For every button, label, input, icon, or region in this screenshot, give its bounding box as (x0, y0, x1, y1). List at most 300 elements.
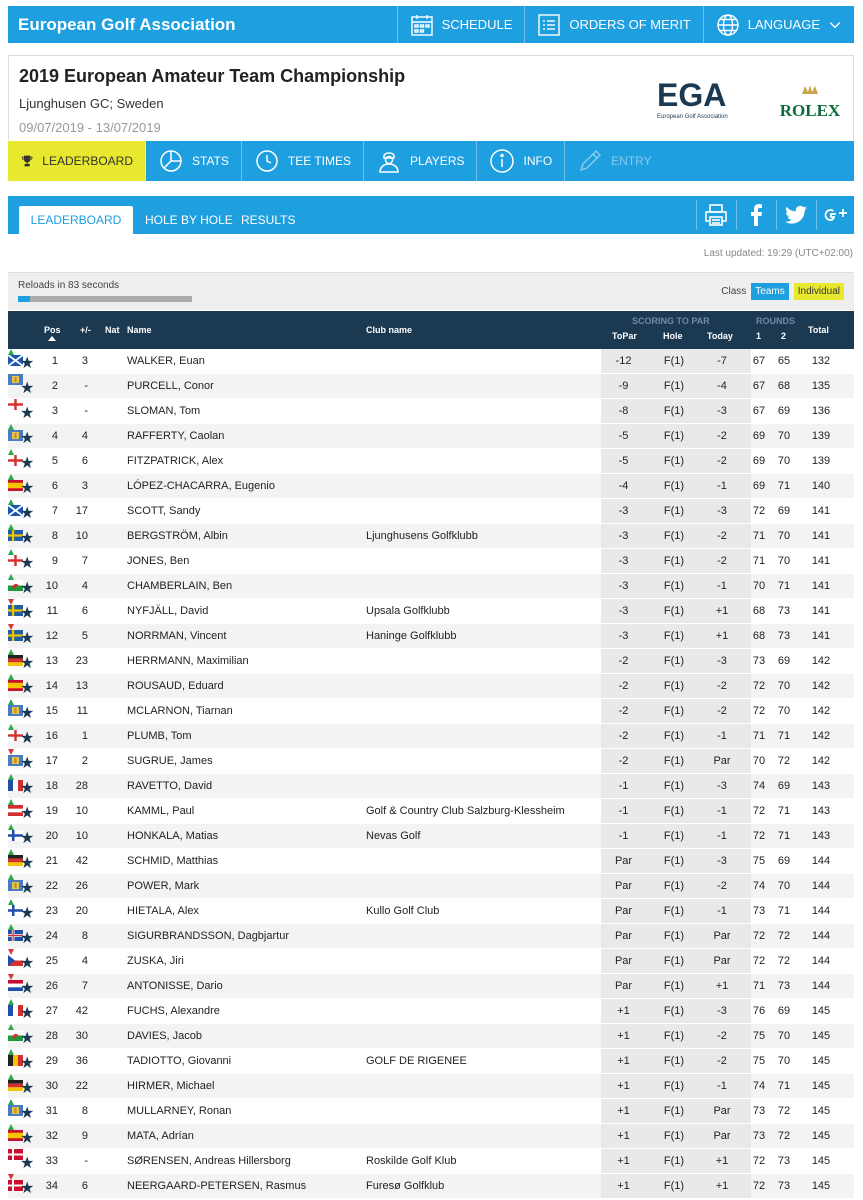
row-total: 144 (811, 880, 831, 892)
row-round1: 72 (752, 955, 766, 967)
favorite-star-icon[interactable]: ★ (20, 480, 35, 497)
row-total: 142 (811, 755, 831, 767)
nav-language[interactable] (703, 6, 854, 43)
row-today: -1 (717, 805, 727, 817)
row-player-name[interactable]: ZUSKA, Jiri (127, 955, 184, 967)
twitter-icon (784, 203, 808, 227)
row-hole: F(1) (663, 1080, 685, 1092)
row-player-name[interactable]: HERRMANN, Maximilian (127, 655, 249, 667)
favorite-star-icon[interactable]: ★ (20, 405, 35, 422)
favorite-star-icon[interactable]: ★ (20, 530, 35, 547)
row-total: 145 (811, 1105, 831, 1117)
row-today: -2 (717, 455, 727, 467)
row-hole: F(1) (663, 805, 685, 817)
favorite-star-icon[interactable]: ★ (20, 1180, 35, 1197)
calendar-icon (410, 13, 434, 37)
tab-entry-label: ENTRY (611, 154, 652, 168)
row-topar: -9 (618, 380, 629, 392)
row-hole: F(1) (663, 1155, 685, 1167)
top-nav (397, 6, 854, 43)
table-row[interactable] (8, 424, 854, 449)
favorite-star-icon[interactable]: ★ (20, 630, 35, 647)
row-player-name[interactable]: KAMML, Paul (127, 805, 195, 817)
favorite-star-icon[interactable]: ★ (20, 1105, 35, 1122)
row-today: Par (713, 930, 731, 942)
row-club: Golf & Country Club Salzburg-Klessheim (366, 805, 565, 817)
row-round2: 70 (777, 530, 791, 542)
row-round1: 75 (752, 1055, 766, 1067)
sub-tabs (8, 196, 854, 234)
row-player-name[interactable]: NYFJÄLL, David (127, 605, 209, 617)
tab-stats[interactable] (146, 141, 242, 181)
row-hole: F(1) (663, 980, 685, 992)
favorite-star-icon[interactable]: ★ (20, 1005, 35, 1022)
site-brand[interactable]: European Golf Association (18, 14, 236, 34)
row-hole: F(1) (663, 1030, 685, 1042)
row-round1: 70 (752, 580, 766, 592)
row-round1: 69 (752, 480, 766, 492)
row-round2: 69 (777, 655, 791, 667)
row-move: 4 (81, 955, 88, 967)
favorite-star-icon[interactable]: ★ (20, 555, 35, 572)
row-total: 139 (811, 455, 831, 467)
row-move: 42 (75, 1005, 88, 1017)
twitter-share-button[interactable] (776, 200, 814, 230)
row-hole: F(1) (663, 880, 685, 892)
row-move: 6 (81, 605, 88, 617)
row-move: 3 (81, 480, 88, 492)
row-today: +1 (715, 605, 729, 617)
row-round1: 71 (752, 730, 766, 742)
row-total: 144 (811, 905, 831, 917)
row-hole: F(1) (663, 380, 685, 392)
tab-leaderboard-label: LEADERBOARD (42, 154, 133, 168)
row-round1: 67 (752, 380, 766, 392)
row-round1: 69 (752, 455, 766, 467)
table-row[interactable] (8, 474, 854, 499)
row-hole: F(1) (663, 1105, 685, 1117)
row-hole: F(1) (663, 555, 685, 567)
favorite-star-icon[interactable]: ★ (20, 1130, 35, 1147)
row-pos: 10 (45, 580, 58, 592)
row-round1: 72 (752, 1180, 766, 1192)
table-row[interactable] (8, 1124, 854, 1149)
row-round2: 71 (777, 830, 791, 842)
table-row[interactable] (8, 524, 854, 549)
row-round2: 73 (777, 605, 791, 617)
col-r2: 2 (781, 331, 787, 341)
row-round2: 72 (777, 755, 791, 767)
row-player-name[interactable]: SIGURBRANDSSON, Dagbjartur (127, 930, 289, 942)
row-player-name[interactable]: FUCHS, Alexandre (127, 1005, 220, 1017)
row-player-name[interactable]: MCLARNON, Tiarnan (127, 705, 233, 717)
row-player-name[interactable]: HONKALA, Matias (127, 830, 219, 842)
favorite-star-icon[interactable]: ★ (20, 655, 35, 672)
row-total: 143 (811, 830, 831, 842)
row-player-name[interactable]: BERGSTRÖM, Albin (127, 530, 228, 542)
favorite-star-icon[interactable]: ★ (20, 380, 35, 397)
row-hole: F(1) (663, 955, 685, 967)
col-topar: ToPar (612, 331, 637, 341)
row-player-name[interactable]: CHAMBERLAIN, Ben (127, 580, 233, 592)
class-teams-button[interactable]: Teams (751, 283, 788, 300)
table-row[interactable] (8, 449, 854, 474)
favorite-star-icon[interactable]: ★ (20, 355, 35, 372)
table-row[interactable] (8, 624, 854, 649)
print-icon (704, 203, 728, 227)
favorite-star-icon[interactable]: ★ (20, 705, 35, 722)
row-topar: Par (614, 905, 633, 917)
row-today: -2 (717, 1030, 727, 1042)
row-total: 141 (811, 630, 831, 642)
table-row[interactable] (8, 1049, 854, 1074)
col-group-scoring: SCORING TO PAR (632, 316, 710, 326)
row-player-name[interactable]: TADIOTTO, Giovanni (127, 1055, 232, 1067)
row-player-name[interactable]: MULLARNEY, Ronan (127, 1105, 232, 1117)
row-today: -4 (717, 380, 727, 392)
row-player-name[interactable]: ANTONISSE, Dario (127, 980, 223, 992)
row-round1: 72 (752, 680, 766, 692)
table-row[interactable] (8, 349, 854, 374)
pie-chart-icon (158, 148, 184, 174)
col-pos[interactable]: Pos (44, 325, 61, 335)
row-today: -2 (717, 430, 727, 442)
row-round1: 72 (752, 930, 766, 942)
row-player-name[interactable]: ROUSAUD, Eduard (127, 680, 224, 692)
row-player-name[interactable]: RAVETTO, David (127, 780, 213, 792)
row-move: 6 (81, 455, 88, 467)
row-move: 3 (81, 355, 88, 367)
row-topar: -8 (618, 405, 629, 417)
row-player-name[interactable]: NEERGAARD-PETERSEN, Rasmus (127, 1180, 307, 1192)
row-pos: 2 (51, 380, 58, 392)
row-player-name[interactable]: HIETALA, Alex (127, 905, 199, 917)
row-player-name[interactable]: RAFFERTY, Caolan (127, 430, 225, 442)
row-total: 145 (811, 1155, 831, 1167)
row-player-name[interactable]: NORRMAN, Vincent (127, 630, 227, 642)
row-move: 28 (75, 780, 88, 792)
row-move: 20 (75, 905, 88, 917)
table-header (8, 311, 854, 349)
row-player-name[interactable]: DAVIES, Jacob (127, 1030, 202, 1042)
table-row[interactable] (8, 1024, 854, 1049)
row-hole: F(1) (663, 905, 685, 917)
table-row[interactable] (8, 899, 854, 924)
row-today: -2 (717, 1055, 727, 1067)
row-hole: F(1) (663, 530, 685, 542)
row-club: Nevas Golf (366, 830, 421, 842)
row-pos: 19 (45, 805, 58, 817)
row-round2: 72 (777, 930, 791, 942)
row-today: -3 (717, 505, 727, 517)
row-hole: F(1) (663, 1180, 685, 1192)
favorite-star-icon[interactable]: ★ (20, 1030, 35, 1047)
row-player-name[interactable]: PLUMB, Tom (127, 730, 192, 742)
row-round1: 73 (752, 905, 766, 917)
favorite-star-icon[interactable]: ★ (20, 730, 35, 747)
row-today: -2 (717, 555, 727, 567)
row-topar: -5 (618, 455, 629, 467)
svg-text:ROLEX: ROLEX (779, 101, 841, 120)
event-header (8, 55, 854, 140)
row-round1: 73 (752, 655, 766, 667)
row-topar: -2 (618, 755, 629, 767)
row-round2: 70 (777, 555, 791, 567)
row-move: 8 (81, 930, 88, 942)
nav-schedule[interactable] (397, 6, 525, 43)
table-row[interactable] (8, 699, 854, 724)
row-pos: 11 (46, 605, 58, 617)
favorite-star-icon[interactable]: ★ (20, 505, 35, 522)
table-row[interactable] (8, 374, 854, 399)
row-player-name[interactable]: LÓPEZ-CHACARRA, Eugenio (127, 480, 275, 492)
row-pos: 28 (45, 1030, 58, 1042)
row-hole: F(1) (663, 630, 685, 642)
row-pos: 29 (45, 1055, 58, 1067)
row-topar: Par (614, 880, 633, 892)
row-total: 132 (811, 355, 831, 367)
row-move: 26 (75, 880, 88, 892)
row-topar: -12 (615, 355, 632, 367)
row-total: 136 (811, 405, 831, 417)
row-topar: +1 (617, 1005, 630, 1017)
row-topar: Par (614, 955, 633, 967)
row-player-name[interactable]: SØRENSEN, Andreas Hillersborg (127, 1155, 291, 1167)
row-total: 145 (811, 1130, 831, 1142)
favorite-star-icon[interactable]: ★ (20, 930, 35, 947)
row-today: +1 (715, 1155, 729, 1167)
row-player-name[interactable]: SUGRUE, James (127, 755, 213, 767)
row-round1: 76 (752, 1005, 766, 1017)
row-player-name[interactable]: SLOMAN, Tom (127, 405, 201, 417)
row-move: 4 (81, 430, 88, 442)
nav-schedule-label: SCHEDULE (441, 17, 513, 32)
row-round2: 69 (777, 780, 791, 792)
row-today: -1 (717, 480, 727, 492)
row-round2: 70 (777, 1055, 791, 1067)
row-total: 141 (811, 530, 831, 542)
table-row[interactable] (8, 824, 854, 849)
table-row[interactable] (8, 774, 854, 799)
row-move: 8 (81, 1105, 88, 1117)
table-row[interactable] (8, 849, 854, 874)
row-topar: +1 (617, 1030, 630, 1042)
table-row[interactable] (8, 399, 854, 424)
facebook-icon (744, 203, 768, 227)
tab-players[interactable] (364, 141, 477, 181)
row-move: 42 (75, 855, 88, 867)
row-hole: F(1) (663, 1005, 685, 1017)
row-topar: -2 (618, 680, 629, 692)
row-round2: 69 (777, 855, 791, 867)
row-round2: 71 (777, 805, 791, 817)
row-topar: Par (614, 855, 633, 867)
reload-progress-bar (18, 296, 192, 302)
last-updated: Last updated: 19:29 (UTC+02:00) (703, 248, 853, 259)
row-round2: 70 (777, 680, 791, 692)
row-round1: 67 (752, 355, 766, 367)
nav-orders-of-merit[interactable] (524, 6, 702, 43)
favorite-star-icon[interactable]: ★ (20, 980, 35, 997)
favorite-star-icon[interactable]: ★ (20, 880, 35, 897)
row-round2: 72 (777, 955, 791, 967)
row-hole: F(1) (663, 480, 685, 492)
favorite-star-icon[interactable]: ★ (20, 455, 35, 472)
row-hole: F(1) (663, 855, 685, 867)
row-today: -7 (717, 355, 727, 367)
table-row[interactable] (8, 999, 854, 1024)
top-bar (8, 6, 854, 43)
row-today: -1 (717, 580, 727, 592)
tab-tee-times[interactable] (242, 141, 364, 181)
favorite-star-icon[interactable]: ★ (20, 830, 35, 847)
table-row[interactable] (8, 599, 854, 624)
row-club: Upsala Golfklubb (366, 605, 450, 617)
row-today: -3 (717, 655, 727, 667)
row-round1: 69 (752, 430, 766, 442)
table-row[interactable] (8, 799, 854, 824)
row-move: - (84, 405, 88, 417)
row-today: +1 (715, 980, 729, 992)
row-round1: 70 (752, 755, 766, 767)
table-row[interactable] (8, 1174, 854, 1199)
row-move: 4 (81, 580, 88, 592)
table-row[interactable] (8, 924, 854, 949)
tab-info[interactable] (477, 141, 565, 181)
row-round2: 69 (777, 1005, 791, 1017)
print-button[interactable] (696, 200, 734, 230)
subtab-results[interactable]: RESULTS (241, 213, 296, 227)
row-player-name[interactable]: PURCELL, Conor (127, 380, 214, 392)
row-round1: 71 (752, 555, 766, 567)
row-topar: -2 (618, 730, 629, 742)
row-topar: -1 (618, 830, 629, 842)
row-total: 144 (811, 855, 831, 867)
favorite-star-icon[interactable]: ★ (20, 605, 35, 622)
row-club: Furesø Golfklub (366, 1180, 445, 1192)
row-pos: 13 (45, 655, 58, 667)
row-hole: F(1) (663, 405, 685, 417)
row-topar: -3 (618, 555, 629, 567)
col-hole: Hole (663, 331, 683, 341)
col-club: Club name (366, 325, 413, 335)
row-hole: F(1) (663, 780, 685, 792)
row-hole: F(1) (663, 355, 685, 367)
row-player-name[interactable]: FITZPATRICK, Alex (127, 455, 224, 467)
table-row[interactable] (8, 1149, 854, 1174)
favorite-star-icon[interactable]: ★ (20, 780, 35, 797)
row-club: Ljunghusens Golfklubb (366, 530, 478, 542)
col-group-rounds: ROUNDS (756, 316, 796, 326)
google-plus-icon (823, 203, 849, 227)
row-hole: F(1) (663, 705, 685, 717)
reload-panel (8, 272, 854, 310)
table-row[interactable] (8, 649, 854, 674)
row-pos: 34 (45, 1180, 58, 1192)
google-plus-share-button[interactable] (816, 200, 854, 230)
subtab-hole-by-hole[interactable]: HOLE BY HOLE (145, 213, 233, 227)
row-topar: -2 (618, 705, 629, 717)
row-player-name[interactable]: WALKER, Euan (127, 355, 205, 367)
info-icon (489, 148, 515, 174)
favorite-star-icon[interactable]: ★ (20, 1080, 35, 1097)
tab-leaderboard[interactable] (8, 141, 146, 181)
row-pos: 1 (51, 355, 58, 367)
favorite-star-icon[interactable]: ★ (20, 805, 35, 822)
row-round2: 72 (777, 1105, 791, 1117)
row-total: 140 (811, 480, 831, 492)
table-row[interactable] (8, 574, 854, 599)
row-round1: 74 (752, 780, 766, 792)
row-player-name[interactable]: SCOTT, Sandy (127, 505, 201, 517)
favorite-star-icon[interactable]: ★ (20, 855, 35, 872)
row-round1: 74 (752, 1080, 766, 1092)
class-individual-button[interactable]: Individual (794, 283, 844, 300)
event-title: 2019 European Amateur Team Championship (19, 66, 406, 86)
row-player-name[interactable]: HIRMER, Michael (127, 1080, 215, 1092)
trophy-icon (20, 148, 34, 174)
row-pos: 25 (45, 955, 58, 967)
row-round1: 75 (752, 855, 766, 867)
row-topar: -5 (618, 430, 629, 442)
class-label: Class (721, 286, 747, 297)
col-r1: 1 (756, 331, 762, 341)
row-round2: 70 (777, 705, 791, 717)
favorite-star-icon[interactable]: ★ (20, 1155, 35, 1172)
table-row[interactable] (8, 1074, 854, 1099)
row-player-name[interactable]: POWER, Mark (127, 880, 200, 892)
row-pos: 15 (45, 705, 58, 717)
row-hole: F(1) (663, 580, 685, 592)
row-player-name[interactable]: MATA, Adrían (127, 1130, 194, 1142)
favorite-star-icon[interactable]: ★ (20, 755, 35, 772)
table-row[interactable] (8, 724, 854, 749)
table-row[interactable] (8, 674, 854, 699)
row-move: 10 (75, 530, 88, 542)
favorite-star-icon[interactable]: ★ (20, 955, 35, 972)
favorite-star-icon[interactable]: ★ (20, 1055, 35, 1072)
row-move: 9 (81, 1130, 88, 1142)
table-row[interactable] (8, 874, 854, 899)
row-topar: -3 (618, 605, 629, 617)
row-player-name[interactable]: JONES, Ben (127, 555, 190, 567)
reload-progress-fill (18, 296, 30, 302)
table-row[interactable] (8, 749, 854, 774)
table-row[interactable] (8, 499, 854, 524)
svg-text:European Golf Association: European Golf Association (657, 114, 728, 120)
table-row[interactable] (8, 974, 854, 999)
table-row[interactable] (8, 549, 854, 574)
facebook-share-button[interactable] (736, 200, 774, 230)
row-pos: 26 (45, 980, 58, 992)
favorite-star-icon[interactable]: ★ (20, 580, 35, 597)
row-topar: -4 (618, 480, 629, 492)
subtab-leaderboard[interactable]: LEADERBOARD (19, 206, 133, 234)
favorite-star-icon[interactable]: ★ (20, 680, 35, 697)
table-row[interactable] (8, 949, 854, 974)
row-topar: -3 (618, 530, 629, 542)
row-player-name[interactable]: SCHMID, Matthias (127, 855, 219, 867)
row-move: 2 (81, 755, 88, 767)
table-row[interactable] (8, 1099, 854, 1124)
row-round2: 70 (777, 430, 791, 442)
favorite-star-icon[interactable]: ★ (20, 905, 35, 922)
row-round2: 73 (777, 630, 791, 642)
row-round2: 70 (777, 880, 791, 892)
favorite-star-icon[interactable]: ★ (20, 430, 35, 447)
row-total: 143 (811, 780, 831, 792)
row-pos: 21 (45, 855, 58, 867)
